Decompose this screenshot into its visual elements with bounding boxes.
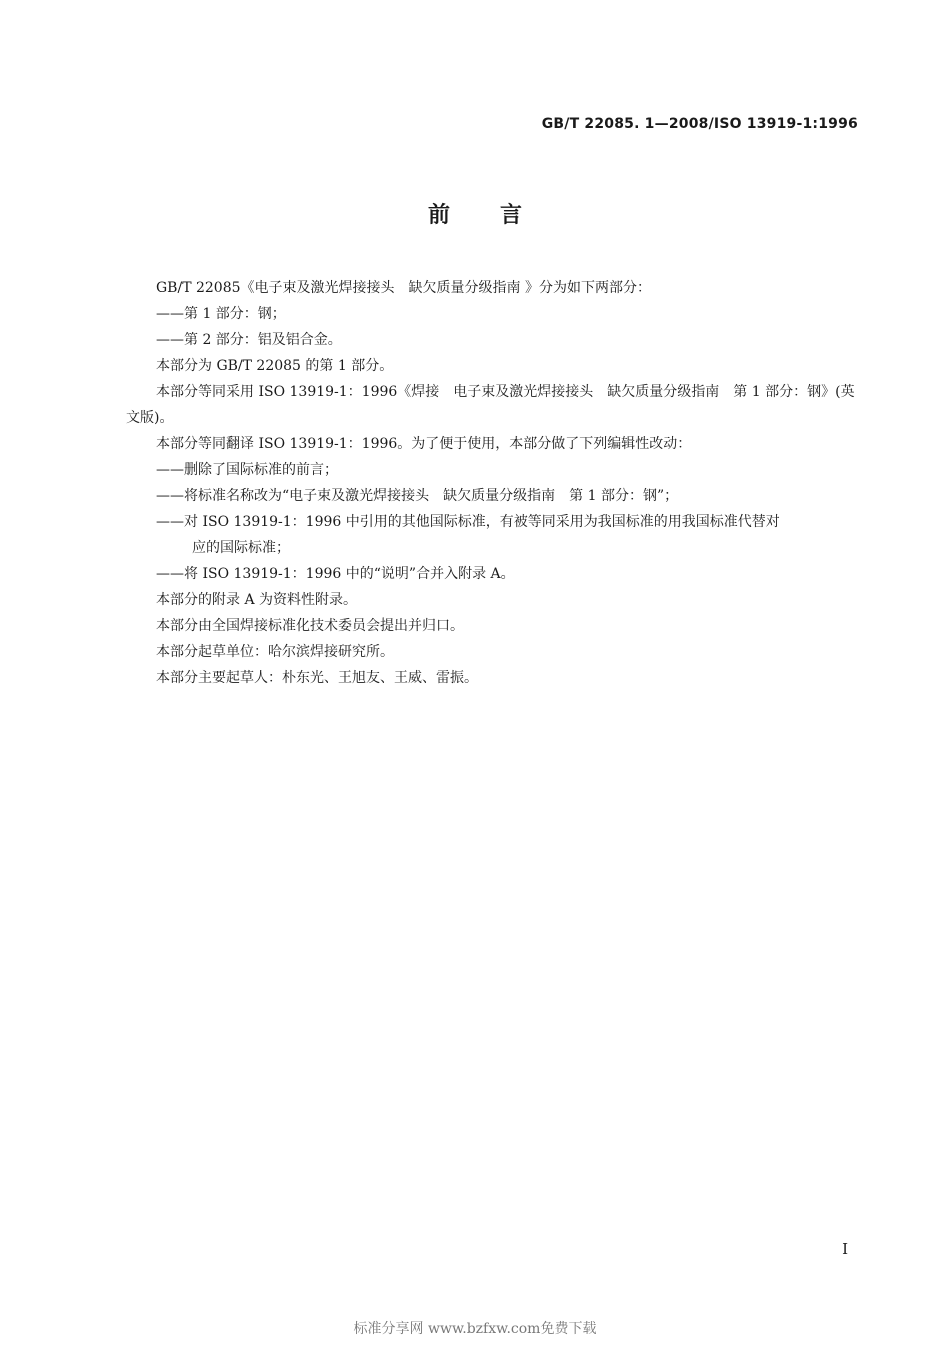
paragraph: GB/T 22085《电子束及激光焊接接头 缺欠质量分级指南 》分为如下两部分：	[156, 280, 651, 296]
paragraph: 本部分的附录 A 为资料性附录。	[156, 592, 358, 608]
list-item: ——删除了国际标准的前言；	[156, 462, 338, 478]
paragraph: 本部分为 GB/T 22085 的第 1 部分。	[156, 358, 394, 374]
paragraph: 本部分起草单位：哈尔滨焊接研究所。	[156, 644, 394, 660]
footer-watermark: 标准分享网 www.bzfxw.com免费下载	[353, 1321, 597, 1337]
paragraph: 本部分由全国焊接标准化技术委员会提出并归口。	[156, 618, 464, 634]
list-item: ——将标准名称改为“电子束及激光焊接接头 缺欠质量分级指南 第 1 部分：钢”；	[156, 488, 679, 504]
list-item: ——将 ISO 13919-1：1996 中的“说明”合并入附录 A。	[156, 566, 515, 582]
page-number: I	[842, 1240, 848, 1258]
page-title: 前言	[427, 203, 572, 228]
list-item	[126, 509, 860, 561]
foreword-body	[126, 275, 860, 691]
standard-number: GB/T 22085. 1—2008/ISO 13919-1:1996	[541, 116, 858, 132]
list-item-continuation: 应的国际标准；	[192, 540, 290, 556]
list-item: ——第 1 部分：钢；	[156, 306, 286, 322]
list-item-line: ——对 ISO 13919-1：1996 中引用的其他国际标准，有被等同采用为我国标准的用我国标准代替对	[156, 514, 780, 530]
list-item: ——第 2 部分：铝及铝合金。	[156, 332, 342, 348]
paragraph: 本部分主要起草人：朴东光、王旭友、王威、雷振。	[156, 670, 478, 686]
paragraph: 本部分等同翻译 ISO 13919-1：1996。为了便于使用，本部分做了下列编辑性改动：	[156, 436, 692, 452]
paragraph: 本部分等同采用 ISO 13919-1：1996《焊接 电子束及激光焊接接头 缺欠质量分级指南 第 1 部分：钢》(英文版)。	[126, 384, 855, 426]
